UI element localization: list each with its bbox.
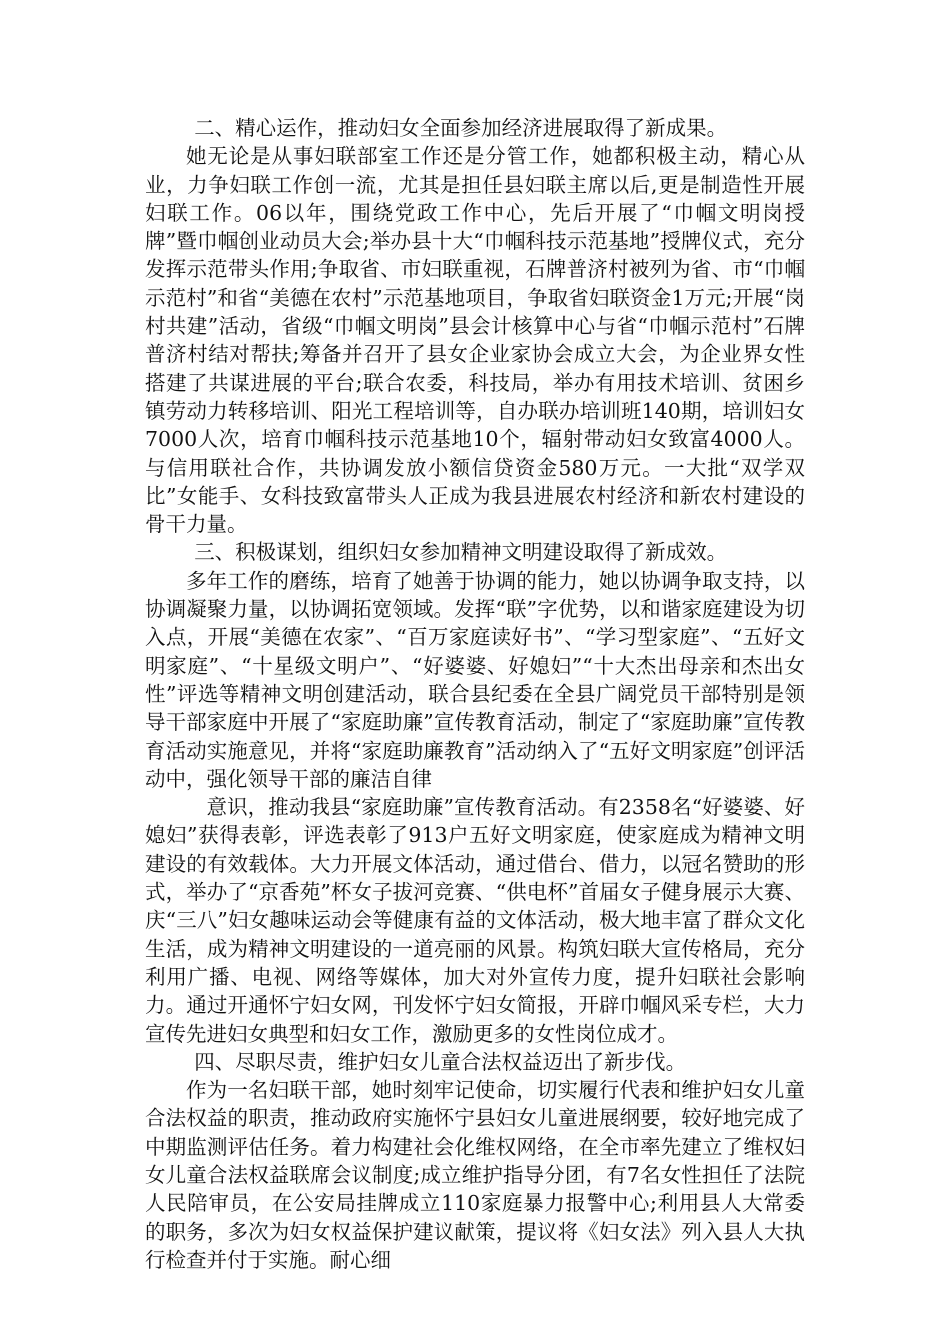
- document-body: [145, 114, 805, 1274]
- paragraph-family-integrity-continued: 意识，推动我县“家庭助廉”宣传教育活动。有2358名“好婆婆、好媳妇”获得表彰，评选表彰了913户五好文明家庭，使家庭成为精神文明建设的有效载体。大力开展文体活动，通过借台、借力，以冠名赞助的形式，举办了“京香苑”杯女子拔河竞赛、“供电杯”首届女子健身展示大赛、庆“三八”妇女趣味运动会等健康有益的文体活动，极大地丰富了群众文化生活，成为精神文明建设的一道亮丽的风景。构筑妇联大宣传格局，充分利用广播、电视、网络等媒体，加大对外宣传力度，提升妇联社会影响力。通过开通怀宁妇女网，刊发怀宁妇女简报，开辟巾帼风采专栏，大力宣传先进妇女典型和妇女工作，激励更多的女性岗位成才。: [145, 795, 805, 1046]
- section-heading-three: 三、积极谋划，组织妇女参加精神文明建设取得了新成效。: [194, 540, 728, 565]
- section-heading-four: 四、尽职尽责，维护妇女儿童合法权益迈出了新步伐。: [194, 1049, 687, 1074]
- section-heading-two: 二、精心运作，推动妇女全面参加经济进展取得了新成果。: [194, 116, 728, 140]
- paragraph-economic-achievements: 她无论是从事妇联部室工作还是分管工作，她都积极主动，精心从业，力争妇联工作创一流，尤其是担任县妇联主席以后,更是制造性开展妇联工作。06以年，围绕党政工作中心，先后开展了“巾帼文明岗授牌”暨巾帼创业动员大会;举办县十大“巾帼科技示范基地”授牌仪式，充分发挥示范带头作用;争取省、市妇联重视，石牌普济村被列为省、市“巾帼示范村”和省“美德在农村”示范基地项目，争取省妇联资金1万元;开展“岗村共建”活动，省级“巾帼文明岗”县会计核算中心与省“巾帼示范村”石牌普济村结对帮扶;筹备并召开了县女企业家协会成立大会，为企业界女性搭建了共谋进展的平台;联合农委，科技局，举办有用技术培训、贫困乡镇劳动力转移培训、阳光工程培训等，自办联办培训班140期，培训妇女7000人次，培育巾帼科技示范基地10个，辐射带动妇女致富4000人。与信用联社合作，共协调发放小额信贷资金580万元。一大批“双学双比”女能手、女科技致富带头人正成为我县进展农村经济和新农村建设的骨干力量。: [145, 144, 805, 537]
- paragraph-rights-protection: 作为一名妇联干部，她时刻牢记使命，切实履行代表和维护妇女儿童合法权益的职责，推动政府实施怀宁县妇女儿童进展纲要，较好地完成了中期监测评估任务。着力构建社会化维权网络，在全市率先建立了维权妇女儿童合法权益联席会议制度;成立维护指导分团，有7名女性担任了法院人民陪审员，在公安局挂牌成立110家庭暴力报警中心;利用县人大常委的职务，多次为妇女权益保护建议献策，提议将《妇女法》列入县人大执行检查并付于实施。耐心细: [145, 1078, 805, 1272]
- paragraph-coordination-ability: 多年工作的磨练，培育了她善于协调的能力，她以协调争取支持，以协调凝聚力量，以协调拓宽领域。发挥“联”字优势，以和谐家庭建设为切入点，开展“美德在农家”、“百万家庭读好书”、“学习型家庭”、“五好文明家庭”、“十星级文明户”、“好婆婆、好媳妇”“十大杰出母亲和杰出女性”评选等精神文明创建活动，联合县纪委在全县广阔党员干部特别是领导干部家庭中开展了“家庭助廉”宣传教育活动，制定了“家庭助廉”宣传教育活动实施意见，并将“家庭助廉教育”活动纳入了“五好文明家庭”创评活动中，强化领导干部的廉洁自律: [145, 568, 805, 791]
